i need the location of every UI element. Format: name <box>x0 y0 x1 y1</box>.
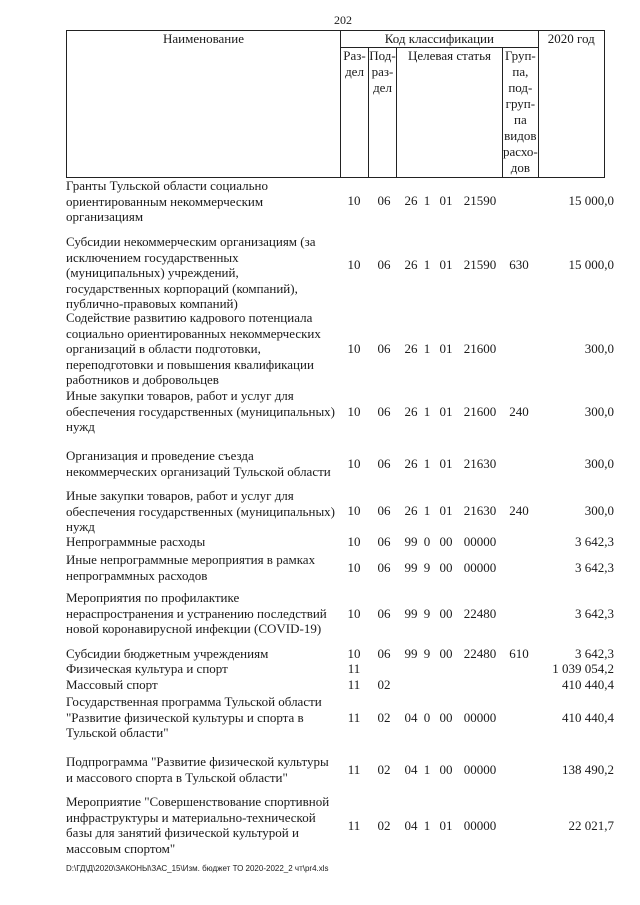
row-amount: 3 642,3 <box>575 606 614 621</box>
row-target-direction: 00000 <box>463 818 497 833</box>
row-target-direction: 21630 <box>463 503 497 518</box>
row-target-direction: 00000 <box>463 710 497 725</box>
row-target-program: 04 <box>404 762 418 777</box>
row-amount: 15 000,0 <box>568 193 614 208</box>
row-section: 10 <box>347 534 361 549</box>
row-section: 10 <box>347 646 361 661</box>
row-target-main: 01 <box>439 257 453 272</box>
row-target-program: 99 <box>404 560 418 575</box>
row-target-sub: 1 <box>423 257 431 272</box>
row-amount: 300,0 <box>584 456 614 471</box>
row-amount: 410 440,4 <box>562 677 614 692</box>
row-section: 10 <box>347 193 361 208</box>
header-target: Целевая статья <box>397 48 503 178</box>
row-subsection: 06 <box>377 257 391 272</box>
row-target-direction: 21590 <box>463 193 497 208</box>
row-subsection: 06 <box>377 606 391 621</box>
table-row <box>0 646 640 662</box>
row-name: Государственная программа Тульской области "Развитие физической культуры и спорта в Тульской области" <box>66 694 322 740</box>
row-target-program: 26 <box>404 257 418 272</box>
row-target-sub: 9 <box>423 560 431 575</box>
row-amount: 3 642,3 <box>575 560 614 575</box>
row-target-main: 01 <box>439 818 453 833</box>
table-row <box>0 754 640 786</box>
table-row <box>0 488 640 534</box>
row-expense-group: 610 <box>509 646 529 661</box>
row-target-main: 01 <box>439 193 453 208</box>
row-target-main: 00 <box>439 606 453 621</box>
row-name: Массовый спорт <box>66 677 158 692</box>
header-group: Груп- па, под- груп- па видов расхо- дов <box>503 48 539 178</box>
row-target-sub: 0 <box>423 534 431 549</box>
row-section: 10 <box>347 503 361 518</box>
row-section: 11 <box>347 661 361 676</box>
row-subsection: 02 <box>377 762 391 777</box>
table-row <box>0 234 640 311</box>
row-section: 11 <box>347 710 361 725</box>
table-row <box>0 794 640 858</box>
row-amount: 300,0 <box>584 341 614 356</box>
row-section: 10 <box>347 341 361 356</box>
row-section: 11 <box>347 818 361 833</box>
row-target-program: 99 <box>404 534 418 549</box>
row-section: 10 <box>347 404 361 419</box>
row-target-direction: 21630 <box>463 456 497 471</box>
row-target-sub: 9 <box>423 606 431 621</box>
row-target-direction: 21590 <box>463 257 497 272</box>
row-amount: 138 490,2 <box>562 762 614 777</box>
row-target-main: 00 <box>439 646 453 661</box>
header-year: 2020 год <box>538 31 604 178</box>
row-name: Иные закупки товаров, работ и услуг для обеспечения государственных (муниципальных) нужд <box>66 388 336 434</box>
row-expense-group: 240 <box>509 404 529 419</box>
row-target-direction: 21600 <box>463 404 497 419</box>
table-row <box>0 310 640 388</box>
row-section: 10 <box>347 257 361 272</box>
row-name: Субсидии некоммерческим организациям (за исключением государственных (муниципальных) учреждений, государственных корпораций (компаний), публично-правовых компаний) <box>66 234 316 311</box>
header-section: Раз- дел <box>341 48 369 178</box>
table-row <box>0 388 640 436</box>
header-name: Наименование <box>67 31 341 178</box>
row-section: 11 <box>347 677 361 692</box>
row-subsection: 06 <box>377 560 391 575</box>
row-target-sub: 1 <box>423 762 431 777</box>
row-target-sub: 0 <box>423 710 431 725</box>
row-target-program: 26 <box>404 404 418 419</box>
row-target-program: 26 <box>404 193 418 208</box>
row-name: Субсидии бюджетным учреждениям <box>66 646 269 661</box>
row-amount: 300,0 <box>584 503 614 518</box>
row-target-main: 00 <box>439 762 453 777</box>
row-target-program: 04 <box>404 710 418 725</box>
row-name: Мероприятия по профилактике нераспространения и устранению последствий новой коронавирусной инфекции (COVID-19) <box>66 590 327 636</box>
row-subsection: 02 <box>377 677 391 692</box>
row-target-program: 99 <box>404 646 418 661</box>
row-target-direction: 00000 <box>463 534 497 549</box>
row-name: Подпрограмма "Развитие физической культуры и массового спорта в Тульской области" <box>66 754 329 785</box>
row-subsection: 02 <box>377 818 391 833</box>
row-section: 11 <box>347 762 361 777</box>
row-amount: 22 021,7 <box>568 818 614 833</box>
row-target-direction: 21600 <box>463 341 497 356</box>
row-subsection: 06 <box>377 404 391 419</box>
row-amount: 3 642,3 <box>575 534 614 549</box>
header-code: Код классификации <box>341 31 539 48</box>
row-name: Иные непрограммные мероприятия в рамках непрограммных расходов <box>66 552 316 583</box>
row-target-sub: 1 <box>423 404 431 419</box>
row-subsection: 06 <box>377 456 391 471</box>
row-target-direction: 00000 <box>463 560 497 575</box>
row-expense-group: 240 <box>509 503 529 518</box>
row-target-main: 01 <box>439 341 453 356</box>
footer-path: D:\ГД\Д\2020\ЗАКОНЫ\ЗАС_15\Изм. бюджет ТО 2020-2022_2 чт\pr4.xls <box>66 864 329 873</box>
row-target-sub: 1 <box>423 456 431 471</box>
row-target-main: 00 <box>439 560 453 575</box>
row-target-sub: 9 <box>423 646 431 661</box>
row-amount: 15 000,0 <box>568 257 614 272</box>
row-target-main: 00 <box>439 534 453 549</box>
row-target-sub: 1 <box>423 341 431 356</box>
row-target-main: 01 <box>439 456 453 471</box>
row-target-program: 04 <box>404 818 418 833</box>
page-number: 202 <box>334 13 352 27</box>
row-subsection: 06 <box>377 503 391 518</box>
row-expense-group: 630 <box>509 257 529 272</box>
row-subsection: 06 <box>377 646 391 661</box>
table-row <box>0 178 640 224</box>
row-target-sub: 1 <box>423 193 431 208</box>
header-subsection: Под- раз- дел <box>369 48 397 178</box>
row-section: 10 <box>347 560 361 575</box>
table-header <box>66 30 605 178</box>
row-subsection: 06 <box>377 341 391 356</box>
row-target-direction: 00000 <box>463 762 497 777</box>
row-target-program: 26 <box>404 503 418 518</box>
row-target-direction: 22480 <box>463 646 497 661</box>
row-target-sub: 1 <box>423 503 431 518</box>
table-row <box>0 534 640 550</box>
row-section: 10 <box>347 606 361 621</box>
row-target-main: 01 <box>439 404 453 419</box>
table-row <box>0 448 640 480</box>
row-name: Организация и проведение съезда некоммерческих организаций Тульской области <box>66 448 331 479</box>
table-row <box>0 661 640 677</box>
row-subsection: 02 <box>377 710 391 725</box>
table-row <box>0 694 640 742</box>
row-amount: 3 642,3 <box>575 646 614 661</box>
row-name: Содействие развитию кадрового потенциала социально ориентированных некоммерческих организаций в области подготовки, переподготовки и повышения квалификации работников и добровольцев <box>66 310 321 387</box>
table-row <box>0 552 640 584</box>
row-name: Гранты Тульской области социально ориентированным некоммерческим организациям <box>66 178 269 224</box>
row-name: Мероприятие "Совершенствование спортивной инфраструктуры и материально-технической базы для занятий физической культурой и массовым спортом" <box>66 794 330 856</box>
row-amount: 300,0 <box>584 404 614 419</box>
row-subsection: 06 <box>377 193 391 208</box>
row-target-program: 26 <box>404 341 418 356</box>
row-name: Иные закупки товаров, работ и услуг для обеспечения государственных (муниципальных) нужд <box>66 488 336 534</box>
row-target-main: 01 <box>439 503 453 518</box>
row-amount: 1 039 054,2 <box>552 661 614 676</box>
row-name: Непрограммные расходы <box>66 534 206 549</box>
row-target-main: 00 <box>439 710 453 725</box>
row-target-program: 26 <box>404 456 418 471</box>
row-target-direction: 22480 <box>463 606 497 621</box>
row-target-sub: 1 <box>423 818 431 833</box>
table-row <box>0 590 640 638</box>
row-name: Физическая культура и спорт <box>66 661 228 676</box>
table-row <box>0 677 640 693</box>
row-target-program: 99 <box>404 606 418 621</box>
row-section: 10 <box>347 456 361 471</box>
row-subsection: 06 <box>377 534 391 549</box>
row-amount: 410 440,4 <box>562 710 614 725</box>
